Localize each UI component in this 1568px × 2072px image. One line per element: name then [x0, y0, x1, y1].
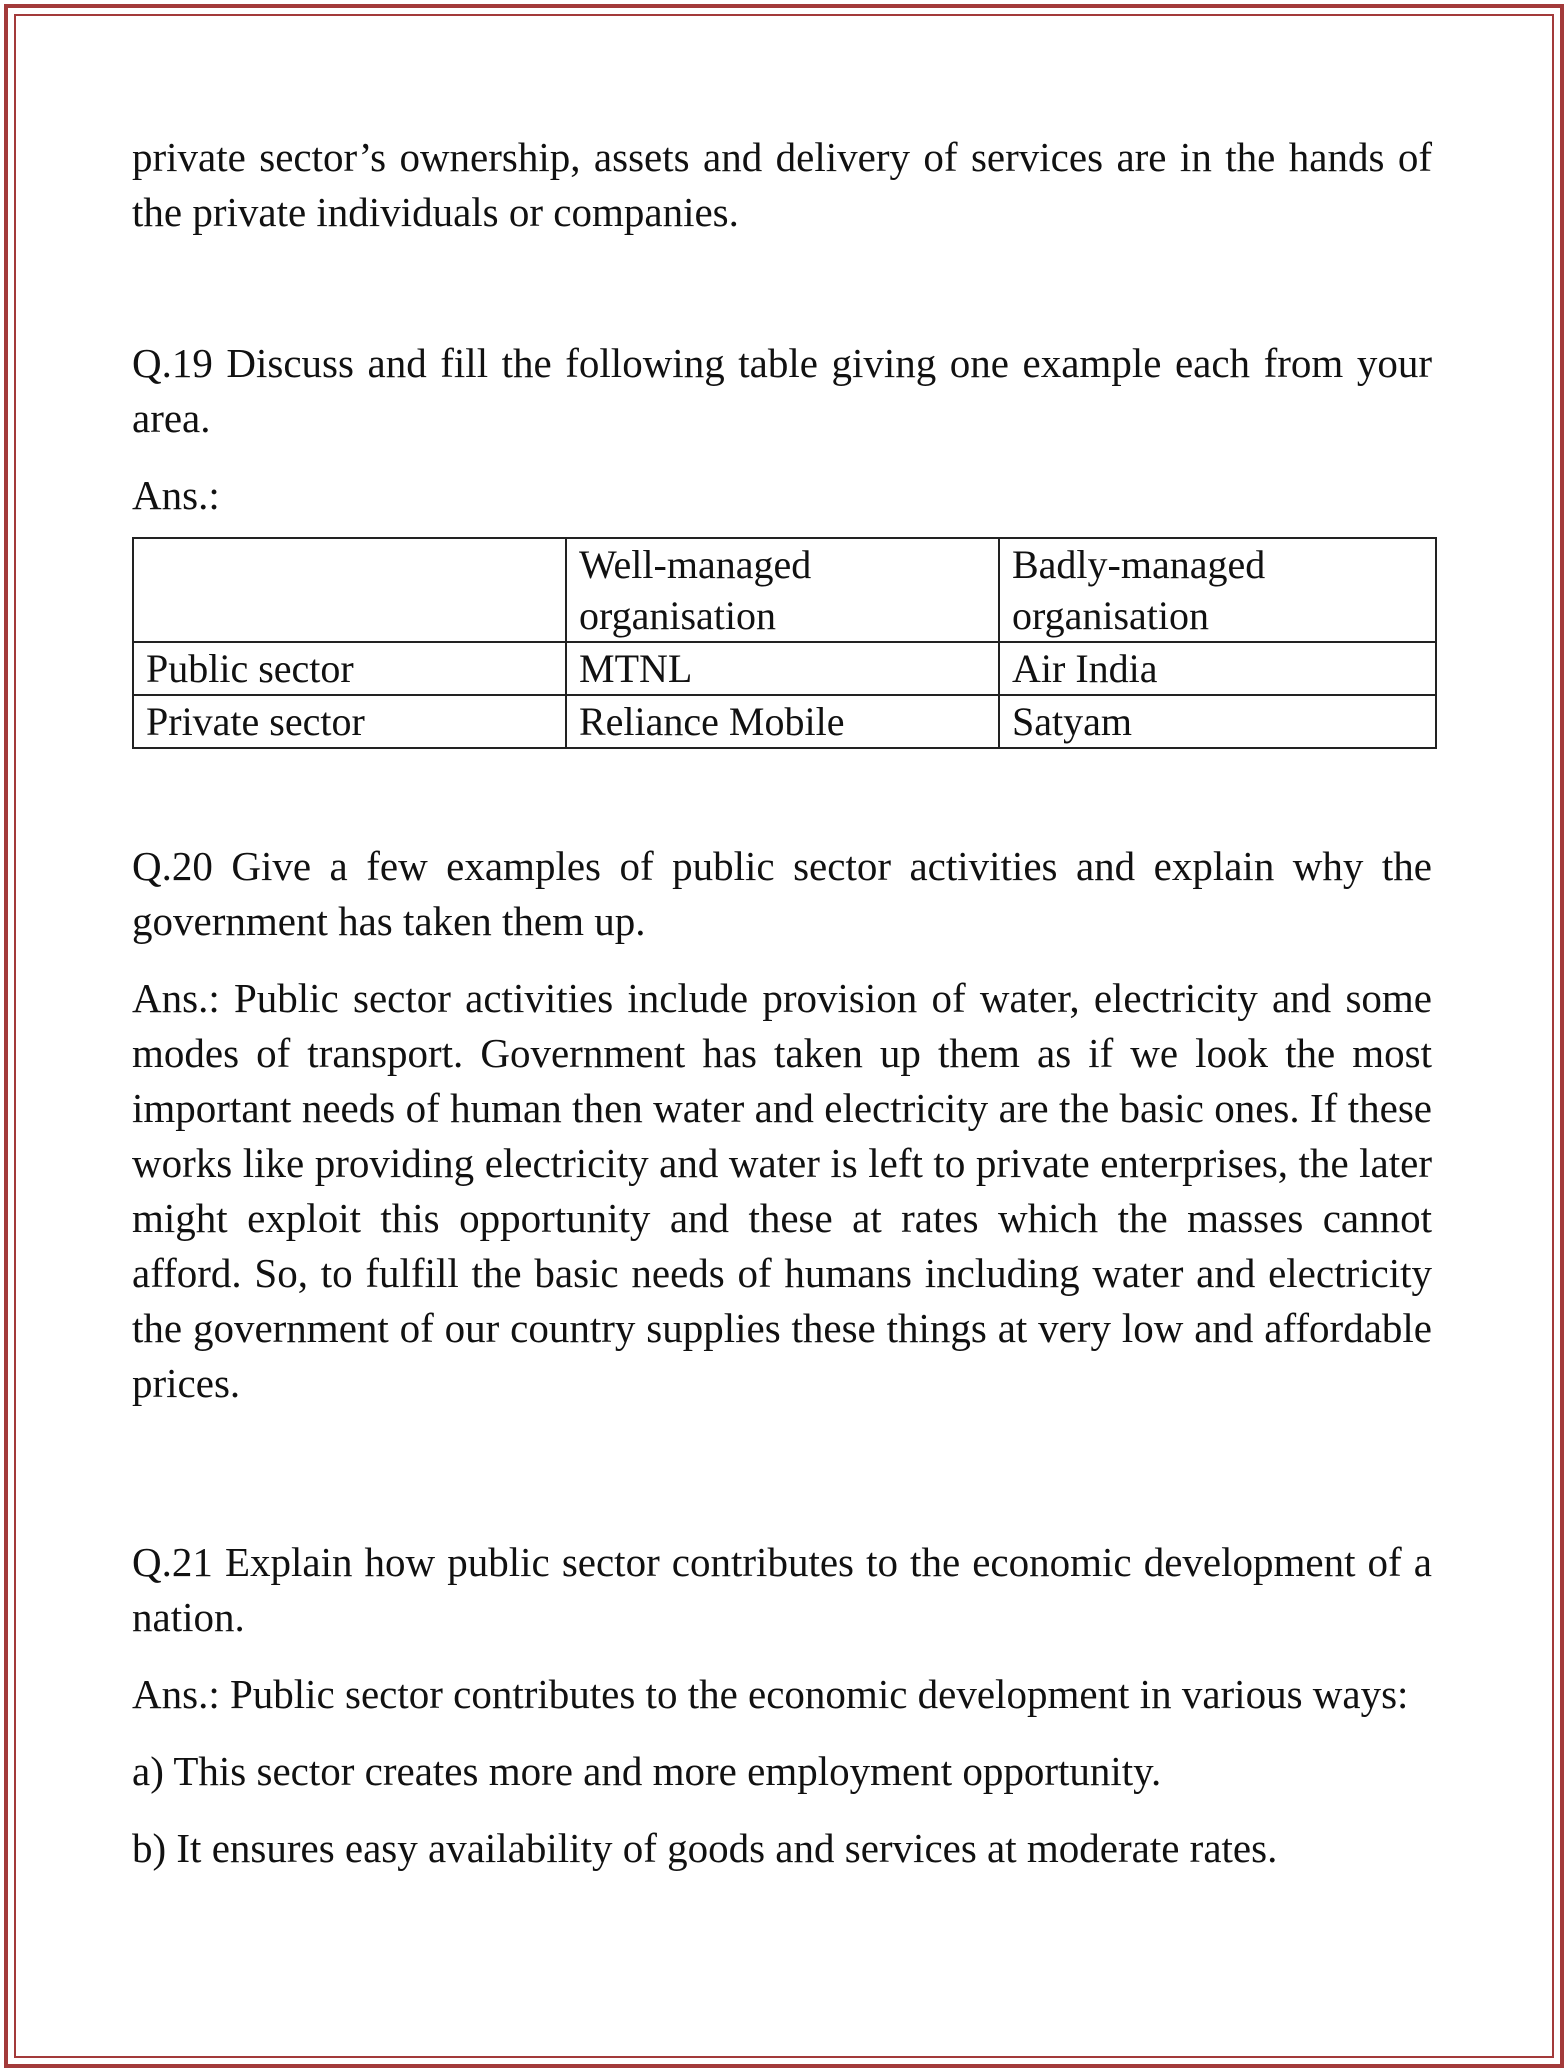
table-header-cell: Badly-managed organisation	[999, 538, 1436, 642]
table-row	[133, 642, 1436, 695]
intro-paragraph: private sector’s ownership, assets and delivery of services are in the hands of the private individuals or companies.	[132, 134, 1432, 235]
table-cell: Air India	[999, 642, 1436, 695]
table-cell: MTNL	[566, 642, 999, 695]
table-cell: Private sector	[133, 695, 566, 748]
table-header-cell: Well-managed organisation	[566, 538, 999, 642]
table-cell: Public sector	[133, 642, 566, 695]
answer-20: Ans.: Public sector activities include provision of water, electricity and some modes of transport. Government has taken up them as if we look the most important needs of human then water and electricity are the basic ones. If these works like providing electricity and water is left to private enterprises, the later might exploit this opportunity and these at rates which the masses cannot afford. So, to fulfill the basic needs of humans including water and electricity the government of our country supplies these things at very low and affordable prices.	[132, 975, 1432, 1406]
table-cell: Satyam	[999, 695, 1436, 748]
sector-examples-table	[132, 537, 1437, 749]
question-21: Q.21 Explain how public sector contributes to the economic development of a nation.	[132, 1539, 1432, 1640]
answer-21-point-a: a) This sector creates more and more employment opportunity.	[132, 1748, 1162, 1794]
table-row	[133, 695, 1436, 748]
question-19: Q.19 Discuss and fill the following table giving one example each from your area.	[132, 340, 1432, 441]
table-cell: Reliance Mobile	[566, 695, 999, 748]
question-20: Q.20 Give a few examples of public sector activities and explain why the government has taken them up.	[132, 843, 1432, 944]
answer-21-point-b: b) It ensures easy availability of goods and services at moderate rates.	[132, 1825, 1278, 1871]
document-body	[132, 130, 1432, 1876]
table-header-cell	[133, 538, 566, 642]
answer-21-intro: Ans.: Public sector contributes to the economic development in various ways:	[132, 1671, 1409, 1717]
table-header-row	[133, 538, 1436, 642]
answer-label-19: Ans.:	[132, 472, 220, 518]
